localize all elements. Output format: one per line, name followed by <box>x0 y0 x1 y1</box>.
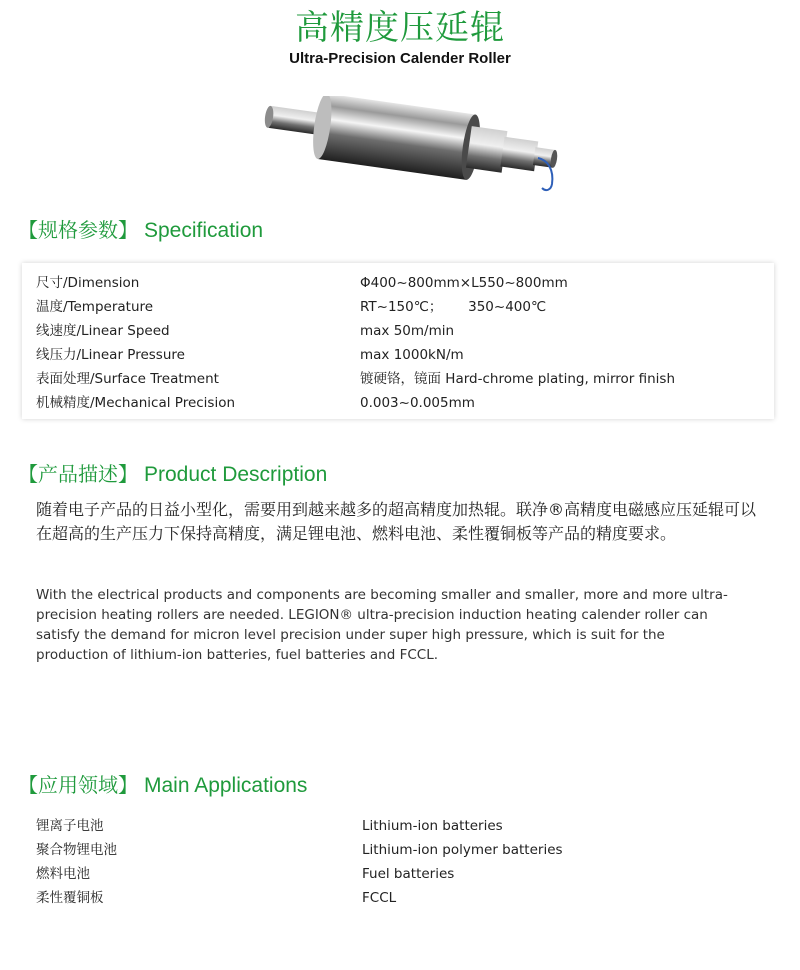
table-row <box>22 271 774 295</box>
spec-key: 线速度/Linear Speed <box>36 323 170 339</box>
table-row <box>22 391 774 415</box>
application-cn: 燃料电池 <box>36 866 90 882</box>
applications-heading-cn: 【应用领域】 <box>18 773 138 797</box>
spec-value: 0.003~0.005mm <box>360 395 475 411</box>
spec-key: 机械精度/Mechanical Precision <box>36 395 236 411</box>
spec-key: 尺寸/Dimension <box>36 275 140 291</box>
spec-value: max 50m/min <box>360 323 455 339</box>
spec-value: max 1000kN/m <box>360 347 464 363</box>
spec-value: Φ400~800mm×L550~800mm <box>360 275 568 291</box>
list-item <box>0 862 800 886</box>
description-heading-en: Product Description <box>144 463 328 486</box>
applications-heading-en: Main Applications <box>144 774 308 797</box>
description-heading <box>18 460 327 489</box>
table-row <box>22 319 774 343</box>
specification-heading <box>18 216 263 245</box>
application-en: Lithium-ion batteries <box>362 818 503 834</box>
description-heading-cn: 【产品描述】 <box>18 462 138 486</box>
list-item <box>0 886 800 910</box>
table-row <box>22 367 774 391</box>
spec-value: RT~150℃； 350~400℃ <box>360 299 547 315</box>
spec-key: 线压力/Linear Pressure <box>36 347 185 363</box>
spec-key: 温度/Temperature <box>36 299 154 315</box>
application-en: Fuel batteries <box>362 866 455 882</box>
specification-heading-en: Specification <box>144 219 264 242</box>
description-text-cn: 随着电子产品的日益小型化，需要用到越来越多的超高精度加热辊。联净®高精度电磁感应压延辊可以在超高的生产压力下保持高精度，满足锂电池、燃料电池、柔性覆铜板等产品的精度要求。 <box>36 500 757 543</box>
applications-heading <box>18 771 307 800</box>
application-en: FCCL <box>362 890 397 906</box>
specification-table <box>22 263 774 419</box>
application-cn: 柔性覆铜板 <box>36 890 104 906</box>
list-item <box>0 814 800 838</box>
table-row <box>22 295 774 319</box>
spec-value: 镀硬铬，镜面 Hard-chrome plating, mirror finish <box>360 371 676 387</box>
specification-heading-cn: 【规格参数】 <box>18 218 138 242</box>
application-en: Lithium-ion polymer batteries <box>362 842 563 858</box>
calender-roller-image <box>262 96 568 202</box>
page-title-en: Ultra-Precision Calender Roller <box>289 50 511 67</box>
application-cn: 聚合物锂电池 <box>36 842 117 858</box>
spec-key: 表面处理/Surface Treatment <box>36 371 219 387</box>
description-text-en: With the electrical products and components are becoming smaller and smaller, more and more ultra-precision heating rollers are needed. LEGION® ultra-precision induction heating calender roller can satisfy the demand for micron level precision under super high pressure, which is suit for the production of lithium-ion batteries, fuel batteries and FCCL. <box>36 587 728 663</box>
page-title-cn: 高精度压延辊 <box>295 8 505 48</box>
application-cn: 锂离子电池 <box>36 818 104 834</box>
list-item <box>0 838 800 862</box>
table-row <box>22 343 774 367</box>
